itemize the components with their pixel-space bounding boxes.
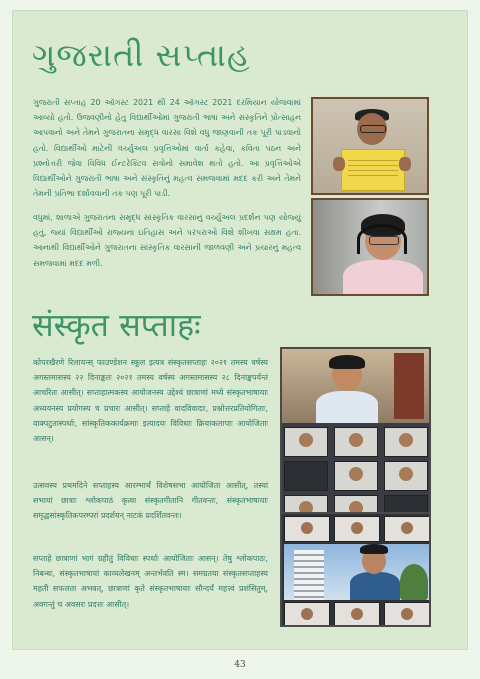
video-call-collage-photo — [280, 347, 431, 535]
sanskrit-paragraph-3: सप्ताहे छात्राणां भागं ग्रहीतुं विविधाः स्पर्धाः आयोजिताः आसन्। तेषु श्लोकपाठः, निबन्धः, संस्कृतभाषायां काव्यलेखनम् अन्तर्भवति स्म। समग्रतया संस्कृतसप्ताहस्य महती सफलता अभवत्, छात्राणां कृते संस्कृतभाषायाः सौन्दर्यं महत्त्वं प्रशंसितुम्, अवगन्तुं च अवसरः प्रदत्तः आसीत्। — [33, 554, 268, 609]
sanskrit-week-title: संस्कृत सप्ताहः — [32, 306, 201, 344]
video-call-building-photo — [280, 512, 431, 627]
sanskrit-paragraph-2: उत्सवस्य प्रथमदिने सप्ताहस्य आरम्भार्थं विशेषसभा आयोजिता आसीत्, तस्यां सभायां छात्राः श्लोकपाठं कृत्वा संस्कृतगीतानि गीतवन्तः, संस्कृतभाषायाः समृद्धसांस्कृतिकपरम्परां प्रदर्शयन् नाटकं प्रदर्शितवन्तः। — [33, 481, 268, 521]
sanskrit-paragraph-1: कोपरखैरणे रिलायन्स् फाउण्डेशन स्कूल इत्यत्र संस्कृतसप्ताहः २०२१ तमस्य वर्षस्य अगस्तमासस्य २२ दिनाङ्कतः २०२१ तमस्य वर्षस्य अगस्तमासस्य २८ दिनाङ्कपर्यन्तं आचरितः आसीत्। सप्ताहात्मकस्य आयोजनस्य उद्देश्यं छात्राणां मध्ये संस्कृतभाषायाः अध्ययनस्य प्रयोगस्य च प्रचारः आसीत्। सप्ताहे वादविवादाः, प्रश्नोत्तरप्रतियोगिताः, वाक्पटुतास्पर्धाः, सांस्कृतिककार्यक्रमाः इत्यादयः विविधाः क्रियाकलापाः आयोजिताः आसन्। — [33, 358, 268, 444]
student-certificate-photo — [311, 97, 429, 195]
gujarati-paragraph-1: ગુજરાતી સપ્તાહ 20 ઑગસ્ટ 2021 થી 24 ઑગસ્ટ 2021 દરમિયાન યોજવામાં આવ્યો હતો. ઉજવણીનો હેતુ વિદ્યાર્થીઓમાં ગુજરાતી ભાષા અને સંસ્કૃતિને પ્રોત્સાહન આપવાનો અને તેમને ગુજરાતના સમૃદ્ધ વારસા વિશે વધુ જાણવાની તક પૂરી પાડવાનો હતો. વિદ્યાર્થીઓ માટેની વર્ચ્યુઅલ પ્રવૃત્તિઓમાં વાર્તા કહેવા, કવિતા પઠન અને પ્રશ્નોત્તરી જેવા વિવિધ ઈન્ટરેક્ટિવ સત્રોનો સમાવેશ થતો હતો. આ પ્રવૃત્તિઓએ વિદ્યાર્થીઓને ગુજરાતી ભાષા અને સંસ્કૃતિનું મહત્વ સમજવામાં મદદ કરી અને તેમને તેમની પ્રતિભા દર્શાવવાની તક પણ પૂરી પાડી. — [33, 98, 301, 199]
gujarati-week-title: ગુજરાતી સપ્તાહ — [32, 36, 251, 74]
student-headset-photo — [311, 198, 429, 296]
gujarati-paragraph-2: વધુમાં, શાળાએ ગુજરાતના સમૃદ્ધ સાંસ્કૃતિક વારસાનું વર્ચ્યુઅલ પ્રદર્શન પણ યોજ્યું હતું, જ્યાં વિદ્યાર્થીઓ રાજ્યના ઇતિહાસ અને પરંપરાઓ વિશે શીખવા સક્ષમ હતા. આનાથી વિદ્યાર્થીઓને ગુજરાતના સાંસ્કૃતિક વારસાની જાળવણી અને પ્રચારનું મહત્વ સમજવામાં મદદ મળી. — [33, 213, 301, 268]
page-number: 43 — [234, 660, 246, 670]
